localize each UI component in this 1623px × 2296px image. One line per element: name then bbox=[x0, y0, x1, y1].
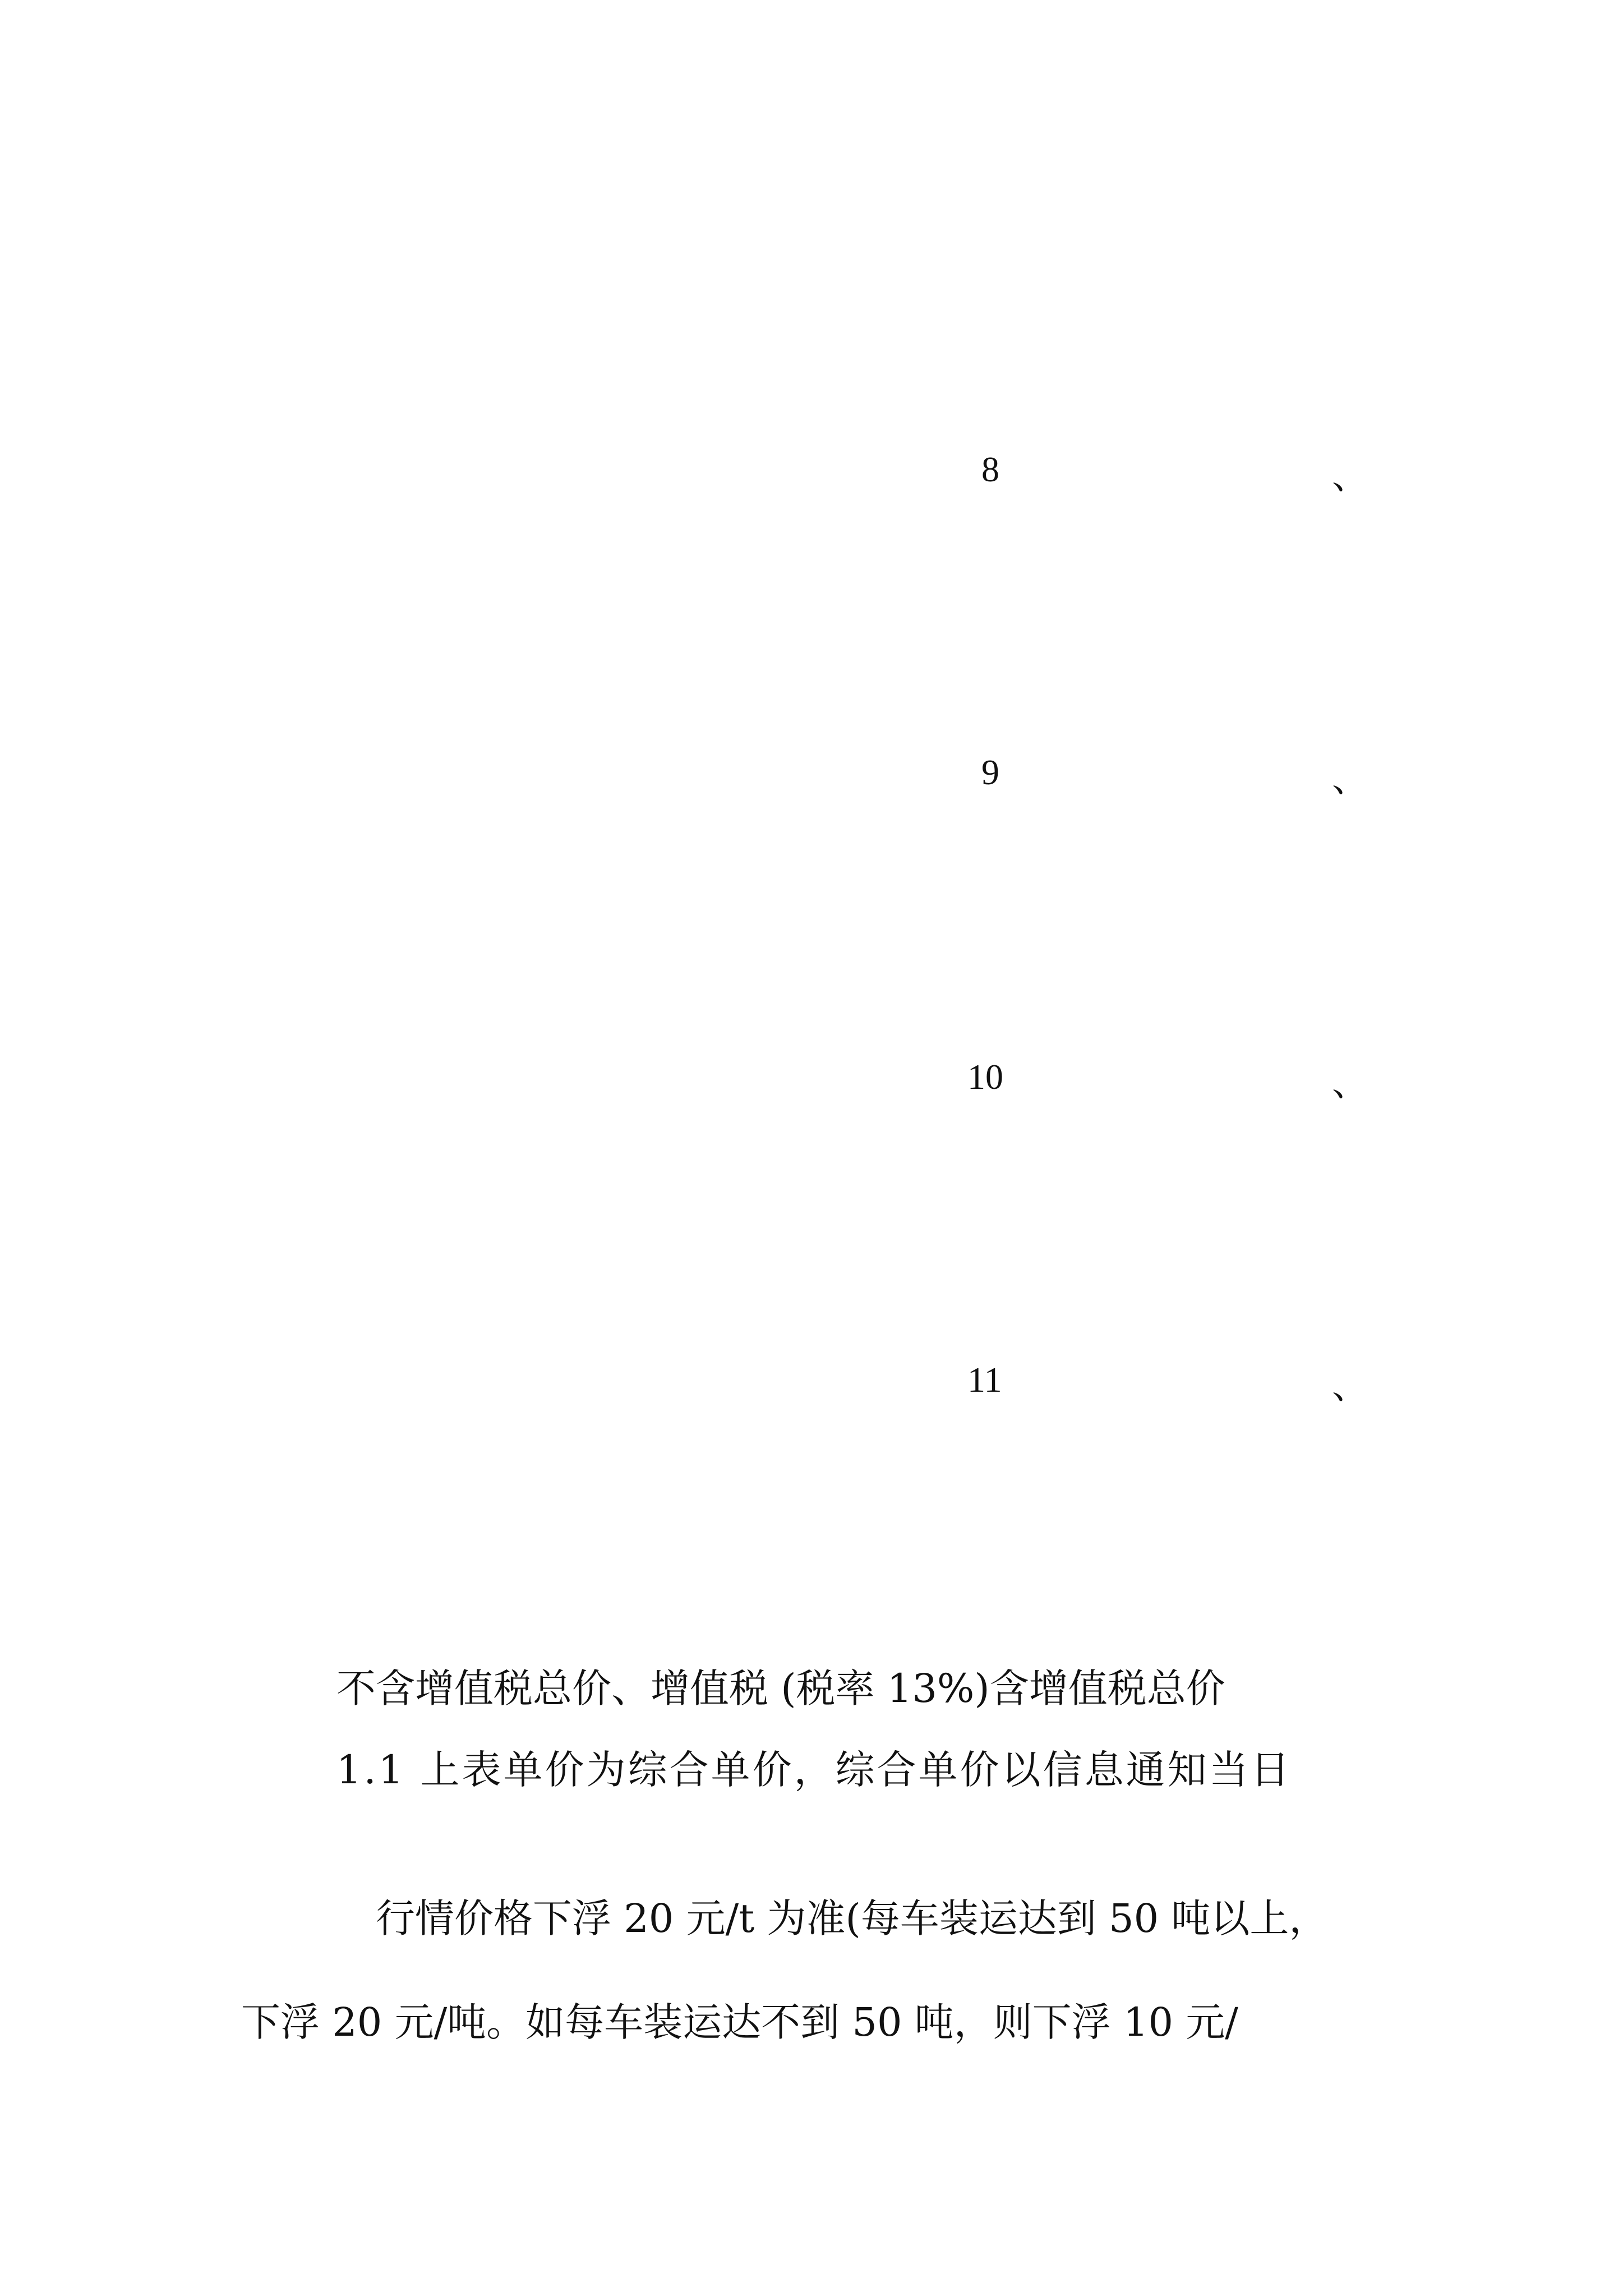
item-number: 8 bbox=[981, 449, 999, 489]
item-enumeration-comma: 、 bbox=[1332, 759, 1368, 800]
item-enumeration-comma: 、 bbox=[1332, 1366, 1368, 1407]
paragraph-line-discount: 下浮 20 元/吨。如每车装运达不到 50 吨，则下浮 10 元/ bbox=[241, 1999, 1238, 2045]
item-number: 9 bbox=[981, 752, 999, 792]
paragraph-line-unit-price-note: 1.1 上表单价为综合单价，综合单价以信息通知当日 bbox=[336, 1747, 1292, 1793]
item-number: 10 bbox=[967, 1057, 1003, 1097]
item-number: 11 bbox=[967, 1360, 1002, 1400]
item-enumeration-comma: 、 bbox=[1332, 456, 1368, 498]
item-enumeration-comma: 、 bbox=[1332, 1063, 1368, 1105]
paragraph-line-price-summary: 不含增值税总价、增值税 (税率 13%)含增值税总价 bbox=[336, 1665, 1225, 1711]
paragraph-line-market-price: 行情价格下浮 20 元/t 为准(每车装运达到 50 吨以上， bbox=[376, 1895, 1329, 1941]
